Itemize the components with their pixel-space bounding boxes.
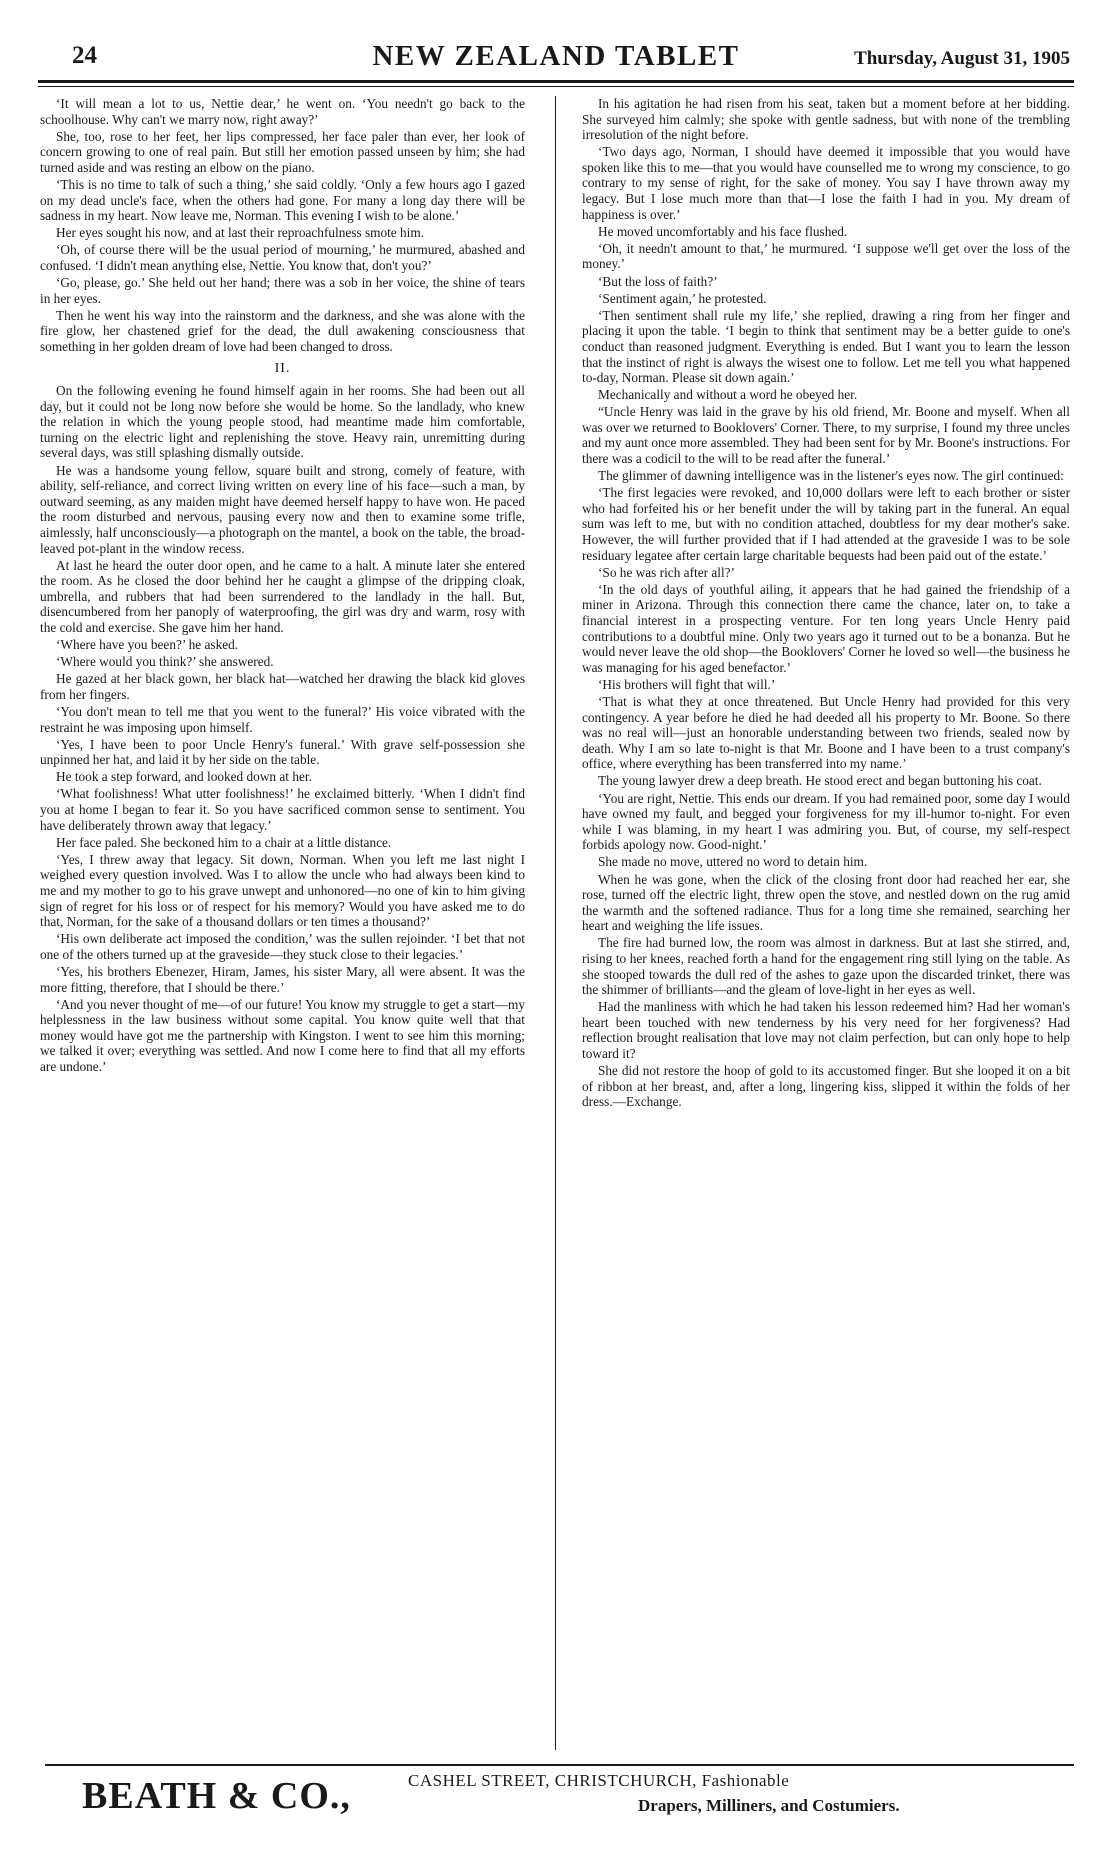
paragraph: ‘Then sentiment shall rule my life,’ she replied, drawing a ring from her finger and placing it upon the table. ‘I begin to think that sentiment may be a better guide to one's conduct than reasoned judgment. Everything is ended. But I want you to learn the lesson that the instinct of right is always the wisest one to follow. Let me tell you what happened to-day, Norman. Please sit down again.’ (582, 307, 1070, 386)
paragraph: ‘Two days ago, Norman, I should have deemed it impossible that you would have spoken like this to me—that you would have counselled me to wrong my conscience, to go contrary to my sense of right, for the sake of money. You say I have thrown away my legacy. But I lose much more than that—I lose the faith I had in you. My dream of happiness is over.’ (582, 144, 1070, 222)
masthead-rule-thin (38, 86, 1074, 87)
paragraph: ‘Yes, I have been to poor Uncle Henry's funeral.’ With grave self-possession she unpinned her hat, and laid it by her side on the table. (40, 736, 525, 768)
paragraph: She did not restore the hoop of gold to its accustomed finger. But she looped it on a bit of ribbon at her breast, and, after a long, lingering kiss, slipped it within the folds of her dress.—Exchange. (582, 1063, 1070, 1110)
page-number: 24 (72, 42, 97, 69)
paragraph: The fire had burned low, the room was almost in darkness. But at last she stirred, and, rising to her knees, reached forth a hand for the engagement ring still lying on the table. As she stooped towards the dull red of the ashes to gaze upon the discarded trinket, there was the shimmer of brilliants—and the gleam of love-light in her eyes as well. (582, 935, 1070, 998)
left-column-part1 (40, 96, 525, 355)
newspaper-title: NEW ZEALAND TABLET (372, 40, 740, 72)
paragraph: ‘Yes, I threw away that legacy. Sit down, Norman. When you left me last night I weighed every question involved. Was I to allow the uncle who had always been kind to me and my mother to go to his grave unwept and unhonored—no one of kin to him giving sign of regret for his loss or of respect for his memory? Would you have asked me to do that, Norman, for the sake of a thousand dollars or ten times a thousand?’ (40, 851, 525, 930)
paragraph: On the following evening he found himself again in her rooms. She had been out all day, but it could not be long now before she would be home. So the landlady, who knew the relation in which the young people stood, had meantime made him comfortable, turning on the electric light and replenishing the stove. Heavy rain, unremitting during several days, was still splashing dismally outside. (40, 383, 525, 461)
paragraph: ‘Where have you been?’ he asked. (56, 637, 239, 653)
paragraph: Mechanically and without a word he obeyed her. (598, 387, 858, 403)
paragraph: She, too, rose to her feet, her lips compressed, her face paler than ever, her look of concern growing to one of real pain. But still her emotion passed unseen by him; she had turned aside and was resting an elbow on the piano. (40, 128, 525, 175)
paragraph: ‘In the old days of youthful ailing, it appears that he had gained the friendship of a miner in Arizona. Through this connection there came the chance, later on, to take a financial interest in a prospecting venture. For ten long years Uncle Henry paid contributions to a doubtful mine. Only two years ago it turned out to be a bonanza. But he would never leave the old shop—the Booklovers' Corner he loved so well—the business he was managing for his aged benefactor.’ (582, 581, 1070, 675)
paragraph: ‘But the loss of faith?’ (598, 273, 718, 289)
paragraph: ‘And you never thought of me—of our future! You know my struggle to get a start—my helplessness in the law business without some capital. You know quite well that that money would have got me the partnership with Kingston. I went to see him this morning; we talked it over; everything was settled. And now I come here to find that all my efforts are undone.’ (40, 996, 525, 1075)
paragraph: He moved uncomfortably and his face flushed. (598, 223, 848, 239)
paragraph: Her eyes sought his now, and at last their reproachfulness smote him. (56, 225, 425, 241)
paragraph: In his agitation he had risen from his seat, taken but a moment before at her bidding. She surveyed him calmly; she spoke with gentle sadness, but with none of the trembling irresolution of the night before. (582, 96, 1070, 143)
paragraph: ‘Oh, of course there will be the usual period of mourning,’ he murmured, abashed and confused. ‘I didn't mean anything else, Nettie. You know that, don't you?’ (40, 242, 525, 273)
paragraph: ‘That is what they at once threatened. But Uncle Henry had provided for this very contingency. A year before he died he had deeded all his property to Mr. Boone. So there was no real will—just an honorable understanding between two friends, sealed now by death. Why I am so late to-night is that Mr. Boone and I have been to a trust company's office, where everything has been transferred into my name.’ (582, 693, 1070, 772)
paragraph: ‘Where would you think?’ she answered. (56, 654, 274, 670)
advertisement-trades: Drapers, Milliners, and Costumiers. (638, 1796, 900, 1815)
paragraph: ‘Sentiment again,’ he protested. (598, 290, 767, 306)
paragraph: The glimmer of dawning intelligence was in the listener's eyes now. The girl continued: (598, 468, 1064, 484)
paragraph: “Uncle Henry was laid in the grave by his old friend, Mr. Boone and myself. When all was over we returned to Booklovers' Corner. There, to my surprise, I found my three uncles and my aunt once more assembled. They had been sent for by Mr. Boone's instructions. For there was a codicil to the will to be read after the funeral.’ (582, 404, 1070, 467)
paragraph: ‘The first legacies were revoked, and 10,000 dollars were left to each brother or sister who had forfeited his or her benefit under the will by taking part in the funeral. An equal sum was left to me, but with no condition attached, doubtless for my dear mother's sake. However, the will further provided that if I had attended at the graveside I was to be sole residuary legatee after certain large charitable bequests had been paid out of the estate.’ (582, 485, 1070, 563)
paragraph: ‘What foolishness! What utter foolishness!’ he exclaimed bitterly. ‘When I didn't find you at home I began to fear it. So you have sacrificed common sense to sentiment. You have deliberately thrown away that legacy.’ (40, 786, 525, 833)
left-column-part2 (40, 383, 525, 1075)
paragraph: ‘This is no time to talk of such a thing,’ she said coldly. ‘Only a few hours ago I gazed on my dead uncle's face, when the others had gone. For many a long day there will be sadness in my heart. Now leave me, Norman. This evening I wish to be alone.’ (40, 176, 525, 224)
advertisement-address: CASHEL STREET, CHRISTCHURCH, Fashionable (408, 1771, 790, 1790)
right-column (582, 96, 1070, 1750)
paragraph: Her face paled. She beckoned him to a chair at a little distance. (56, 834, 392, 850)
advertisement-rule (45, 1764, 1074, 1766)
issue-date: Thursday, August 31, 1905 (854, 48, 1070, 69)
paragraph: ‘Oh, it needn't amount to that,’ he murmured. ‘I suppose we'll get over the loss of the money.’ (582, 240, 1070, 272)
column-divider (555, 96, 556, 1750)
section-numeral: II. (274, 360, 291, 376)
paragraph: He gazed at her black gown, her black hat—watched her drawing the black kid gloves from her fingers. (40, 671, 525, 702)
paragraph: ‘Go, please, go.’ She held out her hand; there was a sob in her voice, the shine of tears in her eyes. (40, 275, 525, 306)
left-column (40, 96, 525, 1750)
paragraph: He took a step forward, and looked down at her. (56, 769, 312, 785)
paragraph: Then he went his way into the rainstorm and the darkness, and she was alone with the fire glow, her chastened grief for the dead, the dull awakening consciousness that something in her golden dream of love had been changed to dross. (40, 307, 525, 354)
paragraph: The young lawyer drew a deep breath. He stood erect and began buttoning his coat. (598, 773, 1042, 789)
paragraph: ‘His brothers will fight that will.’ (598, 676, 776, 692)
masthead-rule-thick (38, 80, 1074, 83)
paragraph: ‘His own deliberate act imposed the condition,’ was the sullen rejoinder. ‘I bet that not one of the others turned up at the graveside—they stuck close to their legacies.’ (40, 931, 525, 962)
paragraph: He was a handsome young fellow, square built and strong, comely of feature, with ability, self-reliance, and correct living written on every line of his face—such a man, by outward seeming, as any maiden might have deemed herself happy to have won. He paced the room disturbed and nervous, pausing every now and then to examine some trifle, aimlessly, half unconsciously—a photograph on the mantel, a book on the table, the broad-leaved pot-plant in the window recess. (40, 462, 525, 556)
paragraph: ‘You are right, Nettie. This ends our dream. If you had remained poor, some day I would have owned my fault, and begged your forgiveness for my ill-humor to-night. For even while I was blaming, in my heart I was admiring you. But, of course, my self-respect forbids apology now. Good-night.’ (582, 790, 1070, 853)
paragraph: ‘So he was rich after all?’ (598, 564, 735, 580)
paragraph: ‘You don't mean to tell me that you went to the funeral?’ His voice vibrated with the restraint he was imposing upon himself. (40, 703, 525, 735)
paragraph: When he was gone, when the click of the closing front door had reached her ear, she rose, turned off the electric light, threw open the stove, and nestled down on the rug amid the warmth and the softened radiance. Thus for a long time she remained, searching her heart and weighing the life issues. (582, 871, 1070, 934)
paragraph: At last he heard the outer door open, and he came to a halt. A minute later she entered the room. As he closed the door behind her he caught a glimpse of the dripping cloak, umbrella, and rubbers that had been surrendered to the landlady in the hall. But, disencumbered from her panoply of waterproofing, the girl was dry and warm, rosy with the cold and exercise. She gave him her hand. (40, 557, 525, 635)
advertisement-firm-name: BEATH & CO., (82, 1775, 351, 1817)
paragraph: ‘Yes, his brothers Ebenezer, Hiram, James, his sister Mary, all were absent. It was the more fitting, therefore, that I should be there.’ (40, 963, 525, 995)
paragraph: Had the manliness with which he had taken his lesson redeemed him? Had her woman's heart been touched with new tenderness by his very need for her forgiveness? Had reflection brought realisation that love may not claim perfection, but can only hope to help toward it? (582, 999, 1070, 1062)
paragraph: ‘It will mean a lot to us, Nettie dear,’ he went on. ‘You needn't go back to the schoolhouse. Why can't we marry now, right away?’ (40, 96, 525, 127)
paragraph: She made no move, uttered no word to detain him. (598, 854, 868, 870)
